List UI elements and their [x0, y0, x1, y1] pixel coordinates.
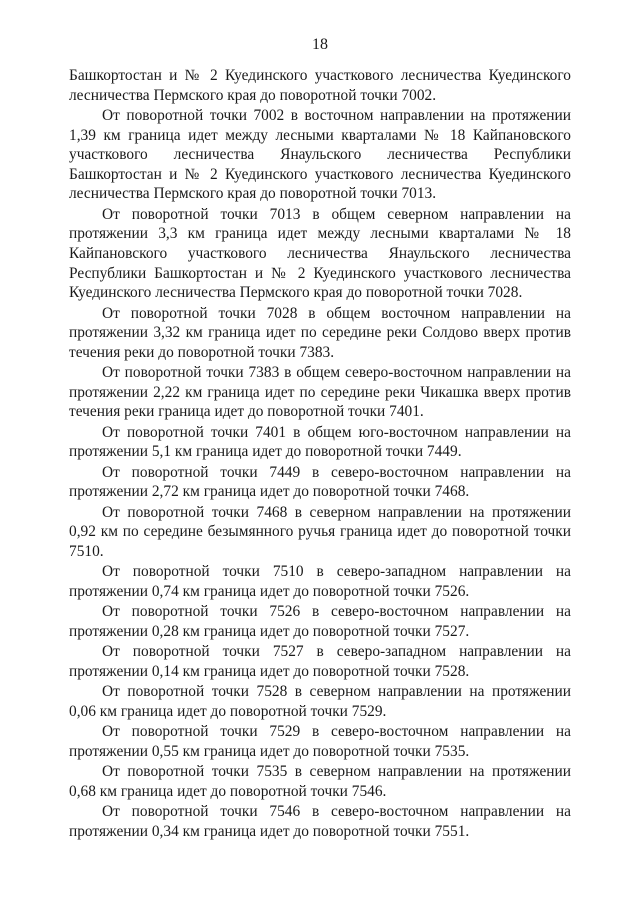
paragraph: От поворотной точки 7013 в общем северном направлении на протяжении 3,3 км граница идет между лесными кварталами № 18 Кайпановского участкового лесничества Янаульского лесничества Республики Башкортостан и № 2 Куединского участкового лесничества Куединского лесничества Пермского края до поворотной точки 7028.	[69, 205, 571, 302]
paragraph: От поворотной точки 7002 в восточном направлении на протяжении 1,39 км граница идет между лесными кварталами № 18 Кайпановского участкового лесничества Янаульского лесничества Республики Башкортостан и № 2 Куединского участкового лесничества Куединского лесничества Пермского края до поворотной точки 7013.	[69, 106, 571, 203]
paragraph: Башкортостан и № 2 Куединского участкового лесничества Куединского лесничества Пермского края до поворотной точки 7002.	[69, 67, 571, 104]
paragraph: От поворотной точки 7449 в северо-восточном направлении на протяжении 2,72 км граница идет до поворотной точки 7468.	[69, 463, 571, 501]
paragraph: От поворотной точки 7028 в общем восточном направлении на протяжении 3,32 км граница идет по середине реки Солдово вверх против течения реки до поворотной точки 7383.	[69, 304, 571, 361]
paragraph: От поворотной точки 7528 в северном направлении на протяжении 0,06 км граница идет до поворотной точки 7529.	[69, 683, 571, 720]
paragraph: От поворотной точки 7527 в северо-западном направлении на протяжении 0,14 км граница идет до поворотной точки 7528.	[69, 643, 571, 680]
document-body	[69, 66, 571, 842]
paragraph: От поворотной точки 7401 в общем юго-восточном направлении на протяжении 5,1 км граница идет до поворотной точки 7449.	[69, 423, 571, 461]
paragraph: От поворотной точки 7529 в северо-восточном направлении на протяжении 0,55 км граница идет до поворотной точки 7535.	[69, 723, 571, 760]
paragraph: От поворотной точки 7535 в северном направлении на протяжении 0,68 км граница идет до поворотной точки 7546.	[69, 763, 571, 800]
paragraph: От поворотной точки 7546 в северо-восточном направлении на протяжении 0,34 км граница идет до поворотной точки 7551.	[69, 803, 571, 840]
paragraph: От поворотной точки 7383 в общем северо-восточном направлении на протяжении 2,22 км граница идет по середине реки Чикашка вверх против течения реки граница идет до поворотной точки 7401.	[69, 364, 571, 421]
paragraph: От поворотной точки 7468 в северном направлении на протяжении 0,92 км по середине безымянного ручья граница идет до поворотной точки 7510.	[69, 503, 571, 560]
page-number: 18	[312, 36, 328, 53]
paragraph: От поворотной точки 7510 в северо-западном направлении на протяжении 0,74 км граница идет до поворотной точки 7526.	[69, 563, 571, 600]
paragraph: От поворотной точки 7526 в северо-восточном направлении на протяжении 0,28 км граница идет до поворотной точки 7527.	[69, 603, 571, 640]
